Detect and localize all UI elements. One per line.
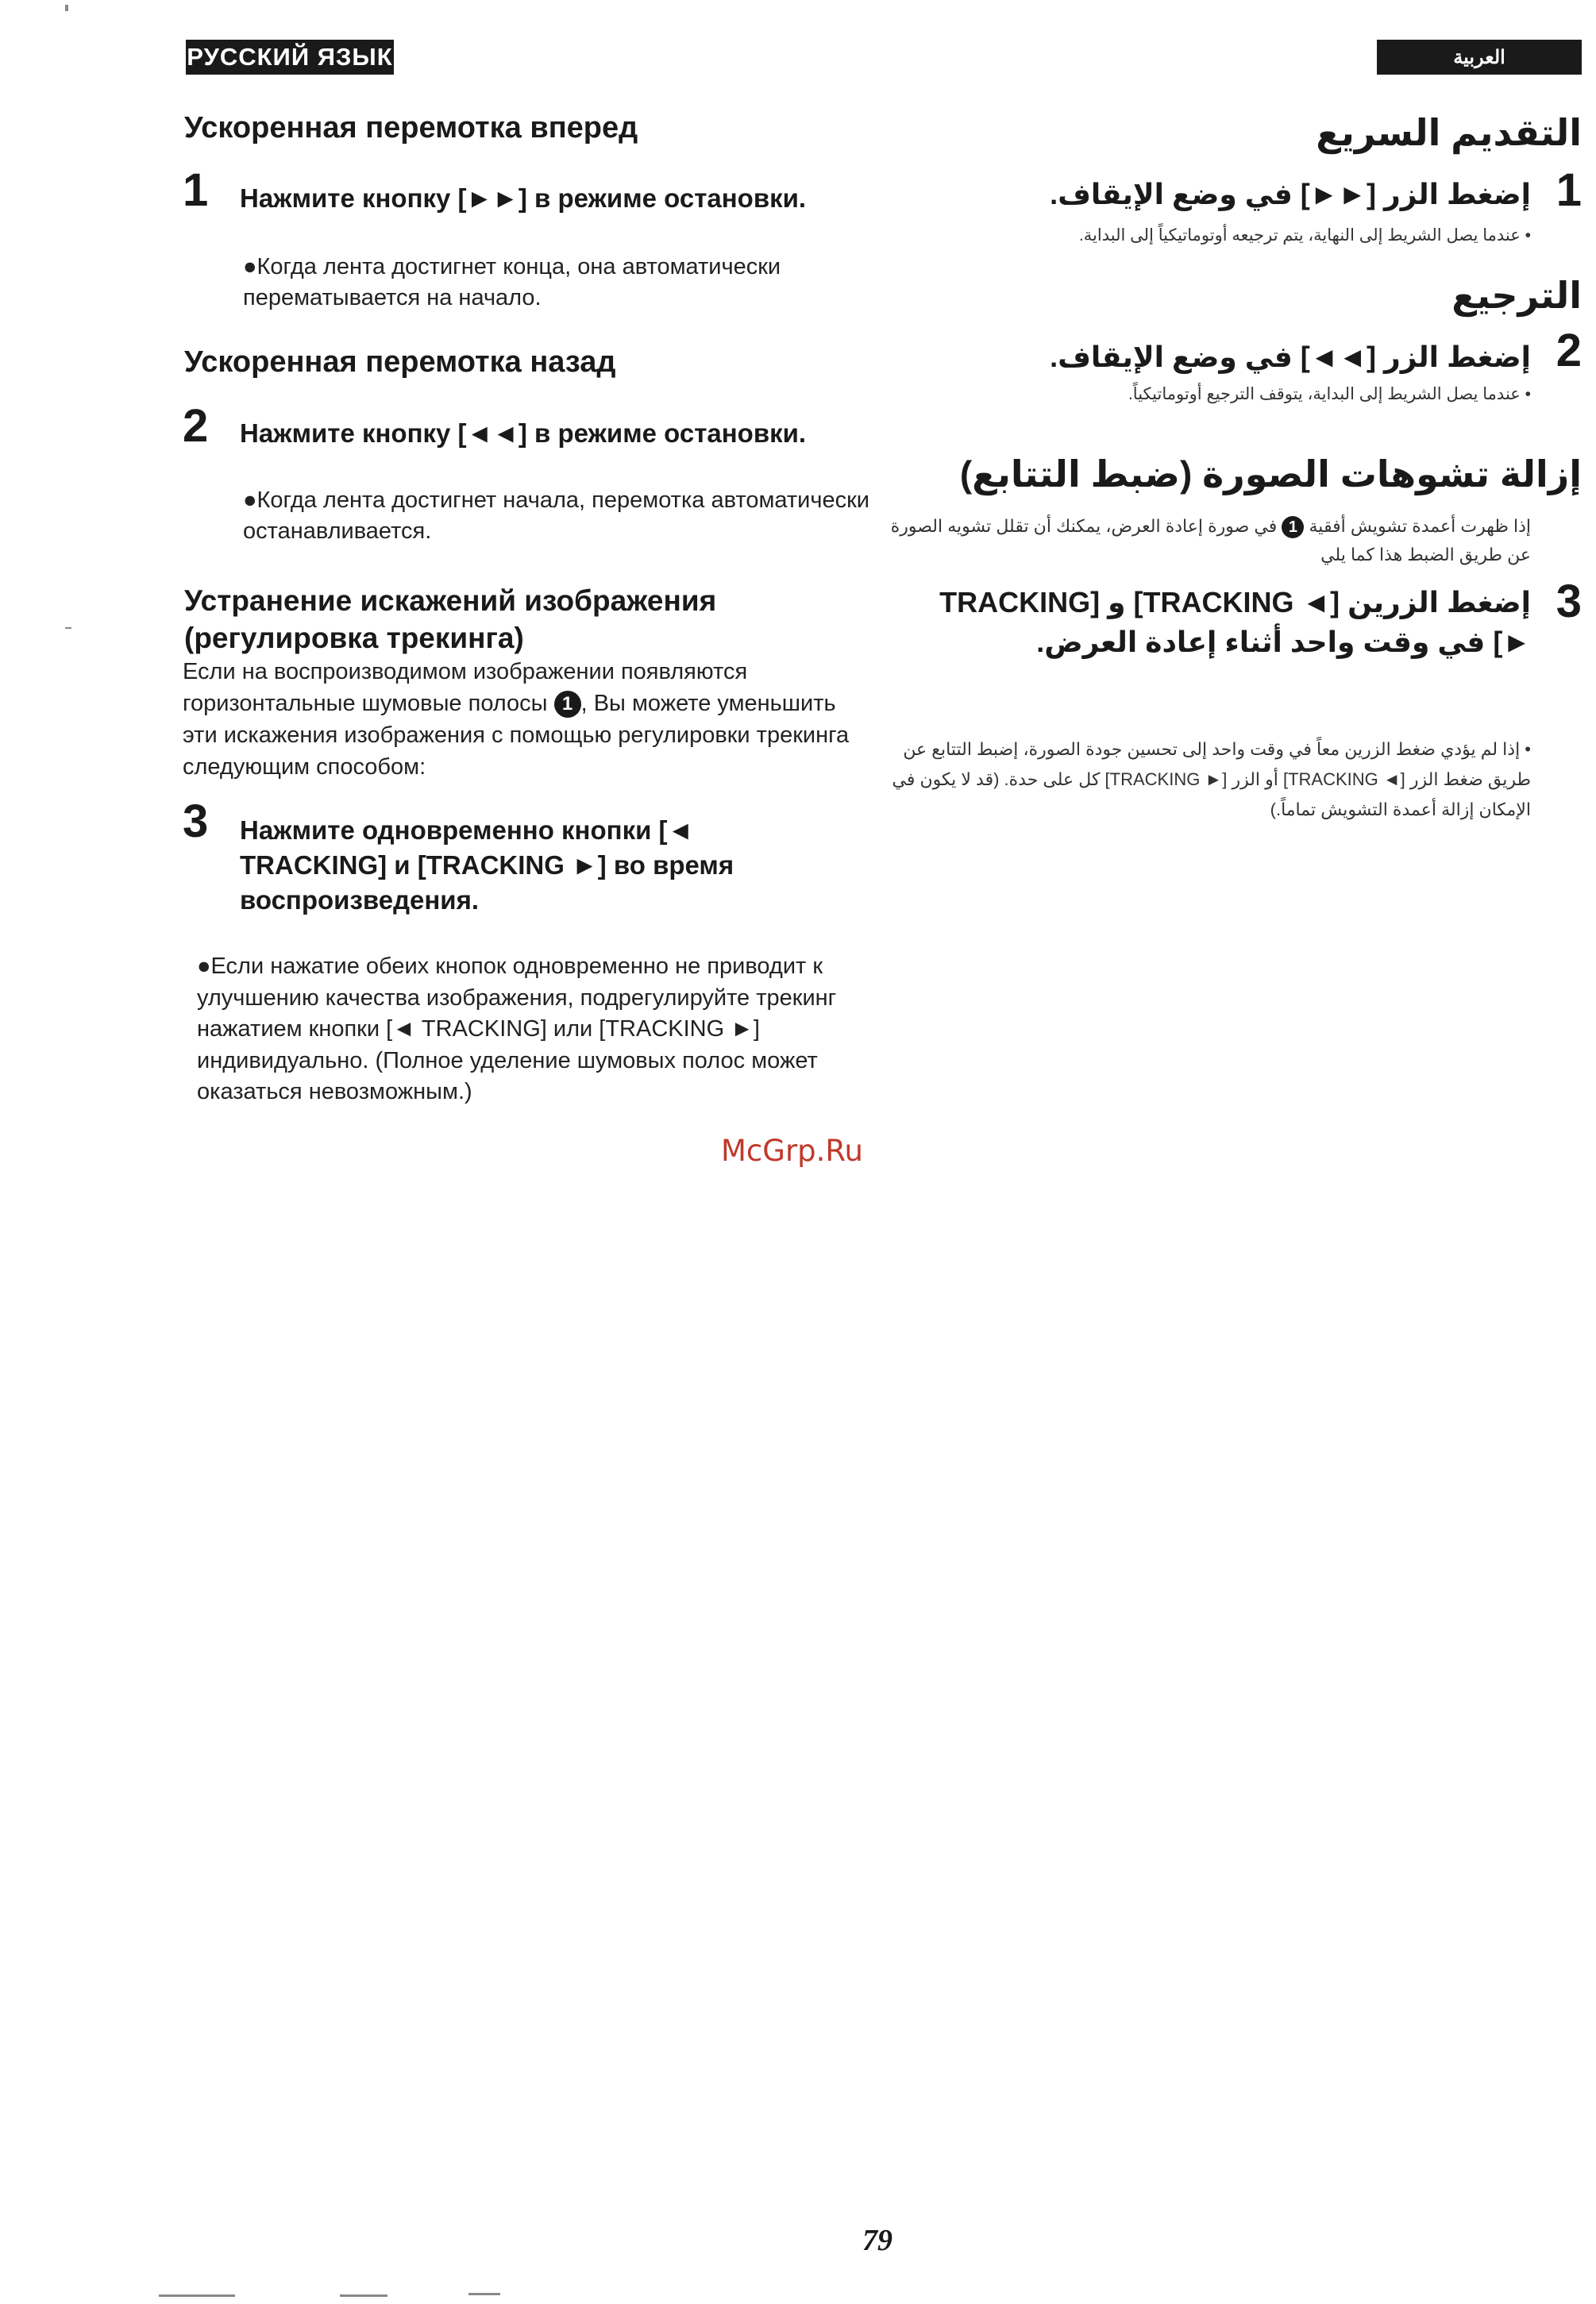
tracking-bottom-note: ●Если нажатие обеих кнопок одновременно не приводит к улучшению качества изображения, подрегулируйте трекинг нажатием кнопки [◄ TRACKING] или [TRACKING ►] индивидуально. (Полное уделение шумовых полос может оказаться невозможным.) xyxy=(197,954,837,1104)
step-2-instruction: Нажмите кнопку [◄◄] в режиме остановки. xyxy=(240,418,807,448)
heading-fast-forward: Ускоренная перемотка вперед xyxy=(184,111,638,144)
heading-rewind: Ускоренная перемотка назад xyxy=(184,345,616,379)
scan-speck xyxy=(468,2293,500,2295)
step-number-3: 3 xyxy=(183,796,209,847)
scan-speck xyxy=(159,2294,235,2297)
arabic-tracking-intro-text-a: إذا ظهرت أعمدة تشويش أفقية xyxy=(1309,516,1531,536)
arabic-step-number-3: 3 xyxy=(1556,576,1582,627)
scan-speck xyxy=(65,627,71,629)
arabic-step-3-instruction: إضغط الزرين [◄ TRACKING] و [TRACKING ►] في وقت واحد أثناء إعادة العرض. xyxy=(939,586,1531,658)
language-label-arabic: العربية xyxy=(1377,40,1582,75)
arabic-step-number-1: 1 xyxy=(1556,164,1582,216)
arabic-step-1-instruction: إضغط الزر [►►] في وضع الإيقاف. xyxy=(1050,178,1531,210)
watermark: McGrp.Ru xyxy=(721,1134,863,1168)
step-3-instruction: Нажмите одновременно кнопки [◄ TRACKING] и [TRACKING ►] во время воспроизведения. xyxy=(240,815,734,915)
arabic-tracking-intro xyxy=(880,512,1531,569)
arabic-step-1-note: • عندما يصل الشريط إلى النهاية، يتم ترجيعه أوتوماتيكياً إلى البداية. xyxy=(1078,226,1531,245)
arabic-tracking-intro-text-b: في صورة إعادة العرض، يمكنك أن تقلل تشويه الصورة عن طريق الضبط هذا كما يلي xyxy=(890,516,1531,564)
arabic-heading-tracking: إزالة تشوهات الصورة (ضبط التتابع) xyxy=(959,453,1582,495)
arabic-heading-fast-forward: التقديم السريع xyxy=(1316,112,1582,153)
step-number-2: 2 xyxy=(183,400,209,452)
arabic-tracking-bottom-note: • إذا لم يؤدي ضغط الزرين معاً في وقت واحد إلى تحسين جودة الصورة، إضبط التتابع عن طريق ضغط الزر [◄ TRACKING] أو الزر [► TRACKING] كل على حدة. (قد لا يكون في الإمكان إزالة أعمدة التشويش تماماً.) xyxy=(892,739,1531,819)
step-number-1: 1 xyxy=(183,164,209,216)
scan-speck xyxy=(340,2294,387,2297)
tracking-intro-text-b: , Вы можете уменьшить эти искажения изображения с помощью регулировки трекинга следующим способом: xyxy=(183,691,850,780)
step-1-instruction: Нажмите кнопку [►►] в режиме остановки. xyxy=(240,183,807,213)
step-1-note: ●Когда лента достигнет конца, она автоматически перематывается на начало. xyxy=(243,254,781,310)
arabic-noise-bar-marker-icon: 1 xyxy=(1282,516,1304,538)
noise-bar-marker-icon: 1 xyxy=(554,691,581,718)
arabic-step-2-note: • عندما يصل الشريط إلى البداية، يتوقف الترجيع أوتوماتيكياً. xyxy=(1128,385,1531,403)
heading-tracking: Устранение искажений изображения (регулировка трекинга) xyxy=(184,584,717,654)
arabic-step-2-instruction: إضغط الزر [◄◄] في وضع الإيقاف. xyxy=(1050,341,1531,373)
step-2-note: ●Когда лента достигнет начала, перемотка автоматически останавливается. xyxy=(243,487,869,544)
tracking-intro xyxy=(183,656,865,783)
language-label-russian: РУССКИЙ ЯЗЫК xyxy=(186,40,394,75)
scan-speck xyxy=(65,5,68,11)
arabic-heading-rewind: الترجيع xyxy=(1451,275,1582,316)
page-number: 79 xyxy=(862,2224,892,2257)
tracking-intro-text-a: Если на воспроизводимом изображении появляются горизонтальные шумовые полосы xyxy=(183,659,748,716)
arabic-step-number-2: 2 xyxy=(1556,325,1582,376)
